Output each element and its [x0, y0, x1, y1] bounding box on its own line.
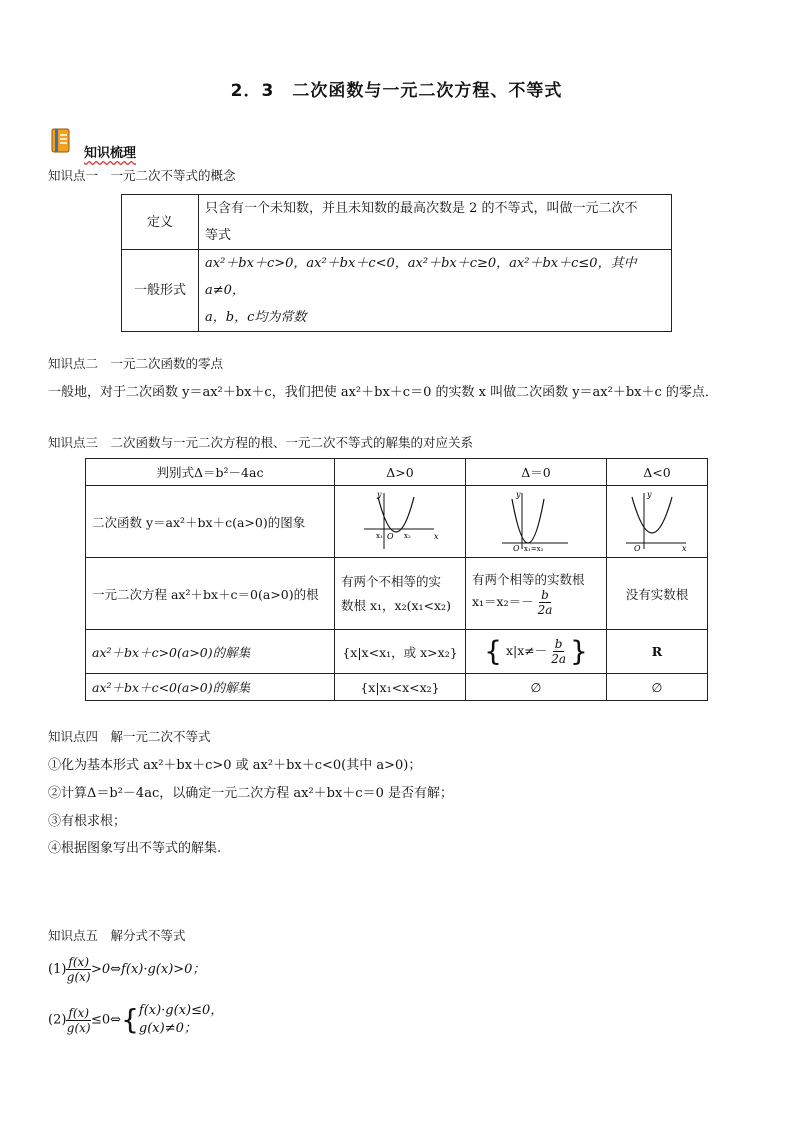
roots-delta-gt	[335, 558, 466, 630]
fraction-denominator: 2a	[537, 603, 553, 617]
k3-heading: 知识点三 二次函数与一元二次方程的根、一元二次不等式的解集的对应关系	[48, 435, 474, 450]
table-row	[86, 674, 708, 701]
table-row	[86, 459, 708, 486]
book-icon	[50, 128, 72, 154]
k5-heading: 知识点五 解分式不等式	[48, 928, 186, 943]
fraction-denominator: g(x)	[66, 1020, 91, 1035]
parabola-two-roots-graph	[360, 489, 440, 551]
k2-text: 一般地，对于二次函数 y＝ax²＋bx＋c，我们把使 ax²＋bx＋c＝0 的实数 x 叫做二次函数 y＝ax²＋bx＋c 的零点．	[48, 385, 718, 400]
fraction-numerator: f(x)	[68, 955, 89, 969]
y-axis-label: y	[377, 490, 382, 499]
gt-row-label: ax²＋bx＋c>0(a>0)的解集	[86, 630, 335, 674]
general-form-line-1: ax²＋bx＋c>0，ax²＋bx＋c<0，ax²＋bx＋c≥0，ax²＋bx＋c≤0，其中 a≠0，	[205, 256, 637, 298]
roots-gt-line-1: 有两个不相等的实	[341, 573, 442, 589]
roots-delta-eq	[466, 558, 607, 630]
table-row	[122, 195, 672, 250]
page-title: 2．3 二次函数与一元二次方程、不等式	[230, 81, 563, 101]
k4-step-4: ④根据图象写出不等式的解集.	[48, 841, 222, 856]
parabola-no-root-graph	[622, 489, 692, 551]
definition-line-1: 只含有一个未知数，并且未知数的最高次数是 2 的不等式，叫做一元二次不	[205, 201, 638, 216]
lt-solution-delta-gt: {x|x₁<x<x₂}	[335, 674, 466, 701]
section-badge-label: 知识梳理	[84, 146, 137, 161]
fraction-numerator: b	[554, 637, 563, 651]
roots-eq-line-2	[472, 588, 600, 617]
origin-label: O	[513, 544, 520, 551]
parabola-one-root-graph	[496, 489, 576, 551]
y-axis-label: y	[647, 490, 652, 499]
gt-eq-fraction	[551, 637, 566, 666]
left-brace: {	[121, 1003, 139, 1036]
origin-label: O	[634, 544, 641, 551]
roots-eq-line-1: 有两个相等的实数根	[472, 572, 585, 587]
header-delta-gt: Δ>0	[335, 459, 466, 486]
formula-2-rest: ≤0⇔	[91, 1012, 122, 1028]
double-root-label: x₁=x₂	[524, 545, 544, 551]
header-discriminant: 判别式Δ＝b²－4ac	[86, 459, 335, 486]
roots-gt-line-2: 数根 x₁，x₂(x₁<x₂)	[341, 597, 451, 613]
k4-heading: 知识点四 解一元二次不等式	[48, 729, 211, 744]
roots-delta-lt: 没有实数根	[607, 558, 708, 630]
root-x2-label: x₂	[404, 532, 411, 540]
k4-step-1: ①化为基本形式 ax²＋bx＋c>0 或 ax²＋bx＋c<0(其中 a>0)；	[48, 758, 422, 773]
k4-step-2: ②计算Δ＝b²－4ac，以确定一元二次方程 ax²＋bx＋c＝0 是否有解；	[48, 786, 453, 801]
k4-step-3: ③有根求根；	[48, 814, 127, 829]
gt-eq-prefix: x|x≠－	[505, 643, 548, 658]
formula-2-fraction	[66, 1006, 91, 1035]
table-row	[122, 250, 672, 332]
formula-1-rest: >0⇔f(x)·g(x)>0；	[91, 962, 206, 977]
system-line-2: g(x)≠0；	[138, 1021, 197, 1036]
graph-delta-gt	[335, 486, 466, 558]
table-row	[86, 558, 708, 630]
k1-heading: 知识点一 一元二次不等式的概念	[48, 168, 236, 183]
gt-solution-delta-eq	[466, 630, 607, 674]
left-brace: {	[484, 634, 502, 668]
system-line-1: f(x)·g(x)≤0，	[138, 1003, 224, 1018]
y-axis-label: y	[516, 490, 521, 499]
definition-cell	[199, 195, 672, 250]
header-delta-eq: Δ＝0	[466, 459, 607, 486]
roots-eq-fraction	[538, 588, 553, 617]
fraction-numerator: b	[541, 588, 549, 602]
general-form-label: 一般形式	[122, 250, 199, 332]
roots-row-label: 一元二次方程 ax²＋bx＋c＝0(a>0)的根	[86, 558, 335, 630]
relation-table	[85, 458, 708, 701]
x-axis-label: x	[434, 532, 439, 541]
definition-label: 定义	[122, 195, 199, 250]
table-row	[86, 630, 708, 674]
formula-1-fraction	[66, 955, 91, 984]
origin-label: O	[387, 532, 394, 541]
graph-row-label: 二次函数 y＝ax²＋bx＋c(a>0)的图象	[86, 486, 335, 558]
fraction-numerator: f(x)	[68, 1005, 89, 1020]
roots-eq-prefix: x₁＝x₂＝－	[472, 594, 534, 609]
k2-heading: 知识点二 一元二次函数的零点	[48, 356, 224, 371]
header-delta-lt: Δ<0	[607, 459, 708, 486]
table-row	[86, 486, 708, 558]
lt-row-label: ax²＋bx＋c<0(a>0)的解集	[86, 674, 335, 701]
concept-table	[121, 194, 672, 332]
definition-line-2: 等式	[205, 228, 232, 243]
lt-solution-delta-eq: ∅	[466, 674, 607, 701]
formula-2-system	[139, 1002, 223, 1038]
graph-delta-eq	[466, 486, 607, 558]
general-form-line-2: a，b，c均为常数	[205, 310, 307, 325]
gt-solution-delta-lt: R	[607, 630, 708, 674]
k5-formula-2	[48, 1002, 223, 1038]
fraction-denominator: g(x)	[66, 970, 91, 984]
root-x1-label: x₁	[376, 532, 383, 540]
graph-delta-lt	[607, 486, 708, 558]
x-axis-label: x	[682, 544, 687, 551]
k5-formula-1	[48, 955, 205, 984]
right-brace: }	[570, 634, 588, 668]
formula-1-prefix: (1)	[48, 962, 67, 977]
gt-solution-delta-gt: {x|x<x₁，或 x>x₂}	[335, 630, 466, 674]
fraction-denominator: 2a	[551, 652, 567, 666]
formula-2-prefix: (2)	[48, 1012, 67, 1028]
general-form-cell	[199, 250, 672, 332]
lt-solution-delta-lt: ∅	[607, 674, 708, 701]
